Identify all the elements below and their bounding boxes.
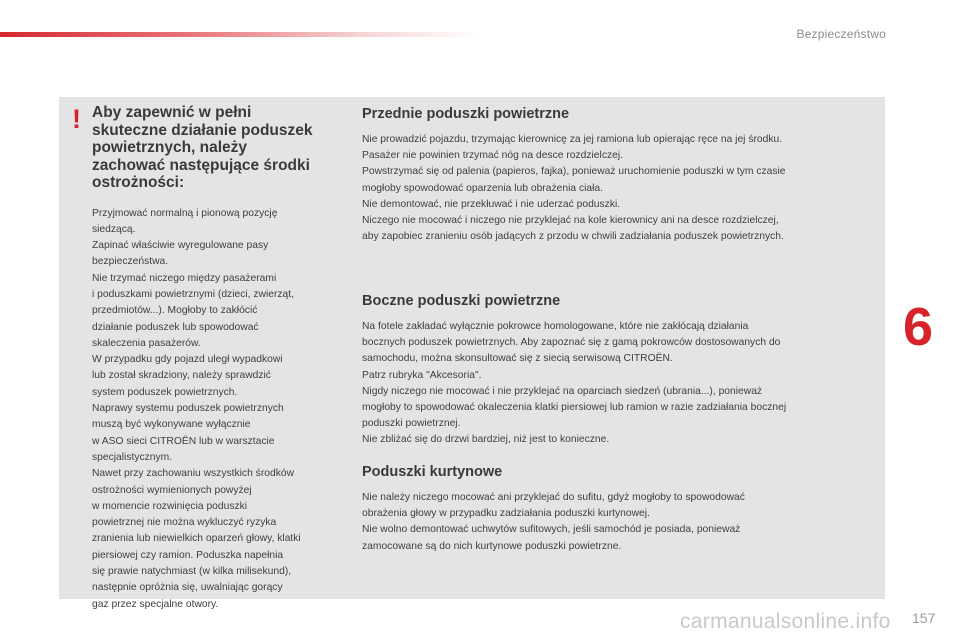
text-line: Zapinać właściwie wyregulowane pasy: [92, 240, 269, 252]
section-body: [362, 319, 874, 449]
warning-title-line: zachować następujące środki: [92, 156, 310, 174]
section-header: Bezpieczeństwo: [796, 27, 886, 41]
text-line: Nawet przy zachowaniu wszystkich środków: [92, 468, 295, 480]
text-line: bocznych poduszek powietrznych. Aby zapoznać się z gamą pokrowców dostosowanych do: [362, 337, 781, 349]
text-line: Nie trzymać niczego między pasażerami: [92, 272, 277, 284]
warning-title: [92, 104, 344, 192]
text-line: Naprawy systemu poduszek powietrznych: [92, 403, 284, 415]
text-line: zranienia lub niewielkich oparzeń głowy, klatki: [92, 533, 301, 545]
text-line: Nie należy niczego mocować ani przyklejać do sufitu, gdyż mogłoby to spowodować: [362, 492, 745, 503]
text-line: powietrznej nie można wykluczyć ryzyka: [92, 517, 277, 529]
text-line: aby zapobiec zranieniu osób jadących z przodu w chwili zadziałania poduszek powietrznych.: [362, 231, 784, 243]
text-line: ostrożności wymienionych powyżej: [92, 484, 252, 496]
text-line: mogłoby to spowodować okaleczenia klatki piersiowej lub ramion w razie zadziałania bocznej: [362, 402, 787, 414]
text-line: piersiowej czy ramion. Poduszka napełnia: [92, 549, 284, 561]
warning-column: [92, 104, 344, 613]
warning-body: [92, 206, 344, 613]
section-title: Przednie poduszki powietrzne: [362, 106, 570, 122]
text-line: działanie poduszek lub spowodować: [92, 321, 259, 333]
text-line: gaz przez specjalne otwory.: [92, 598, 219, 610]
header-accent-stripe: [0, 32, 480, 37]
text-line: muszą być wykonywane wyłącznie: [92, 419, 251, 431]
text-line: Patrz rubryka "Akcesoria".: [362, 369, 482, 381]
section-body: [362, 132, 874, 245]
text-line: zamocowane są do nich kurtynowe poduszki powietrzne.: [362, 540, 622, 552]
chapter-number: 6: [903, 297, 934, 357]
text-line: Nie wolno demontować uchwytów sufitowych, jeśli samochód je posiada, ponieważ: [362, 524, 741, 536]
warning-title-line: ostrożności:: [92, 174, 185, 191]
text-line: Powstrzymać się od palenia (papieros, fajka), ponieważ uruchomienie poduszki w tym czasie: [362, 166, 786, 178]
text-line: się prawie natychmiast (w kilka milisekund),: [92, 566, 292, 578]
text-line: Na fotele zakładać wyłącznie pokrowce homologowane, które nie zakłócają działania: [362, 321, 749, 332]
section-side-airbags: [362, 292, 874, 449]
section-title: Boczne poduszki powietrzne: [362, 293, 561, 309]
text-line: przedmiotów...). Mogłoby to zakłócić: [92, 305, 258, 317]
text-line: i poduszkami powietrznymi (dzieci, zwierząt,: [92, 288, 294, 300]
section-curtain-airbags: [362, 463, 874, 555]
text-line: siedzącą.: [92, 223, 136, 235]
text-line: w ASO sieci CITROËN lub w warsztacie: [92, 435, 275, 447]
text-line: następnie opróżnia się, uwalniając gorący: [92, 582, 283, 594]
warning-title-line: powietrznych, należy: [92, 139, 248, 156]
warning-exclamation-icon: !: [72, 104, 81, 134]
text-line: Niczego nie mocować i niczego nie przyklejać na kole kierownicy ani na desce rozdzielczej,: [362, 215, 779, 227]
text-line: Nie prowadzić pojazdu, trzymając kierownicę za jej ramiona lub opierając ręce na jej środku.: [362, 134, 783, 145]
text-line: poduszki powietrznej.: [362, 418, 461, 430]
page-number: 157: [912, 610, 936, 626]
text-line: system poduszek powietrznych.: [92, 386, 238, 398]
watermark: carmanualsonline.info: [680, 610, 891, 633]
text-line: specjalistycznym.: [92, 451, 173, 463]
text-line: Przyjmować normalną i pionową pozycję: [92, 207, 278, 219]
text-line: w momencie rozwinięcia poduszki: [92, 500, 248, 512]
section-body: [362, 490, 874, 555]
section-front-airbags: [362, 105, 874, 245]
text-line: bezpieczeństwa.: [92, 256, 169, 268]
text-line: Nie demontować, nie przekłuwać i nie uderzać poduszki.: [362, 198, 621, 210]
text-line: lub został skradziony, należy sprawdzić: [92, 370, 271, 382]
section-title: Poduszki kurtynowe: [362, 464, 503, 480]
warning-title-line: skuteczne działanie poduszek: [92, 121, 313, 139]
text-line: W przypadku gdy pojazd uległ wypadkowi: [92, 354, 283, 366]
warning-title-line: Aby zapewnić w pełni: [92, 104, 252, 121]
text-line: Pasażer nie powinien trzymać nóg na desce rozdzielczej.: [362, 150, 623, 162]
text-line: mogłoby spowodować oparzenia lub obrażenia ciała.: [362, 182, 603, 194]
text-line: samochodu, można skonsultować się z siecią serwisową CITROËN.: [362, 353, 673, 365]
text-line: obrażenia głowy w przypadku zadziałania poduszki kurtynowej.: [362, 508, 650, 520]
text-line: skaleczenia pasażerów.: [92, 337, 201, 349]
text-line: Nigdy niczego nie mocować i nie przyklejać na oparciach siedzeń (ubrania...), ponieważ: [362, 385, 763, 397]
text-line: Nie zbliżać się do drzwi bardziej, niż jest to konieczne.: [362, 434, 610, 446]
